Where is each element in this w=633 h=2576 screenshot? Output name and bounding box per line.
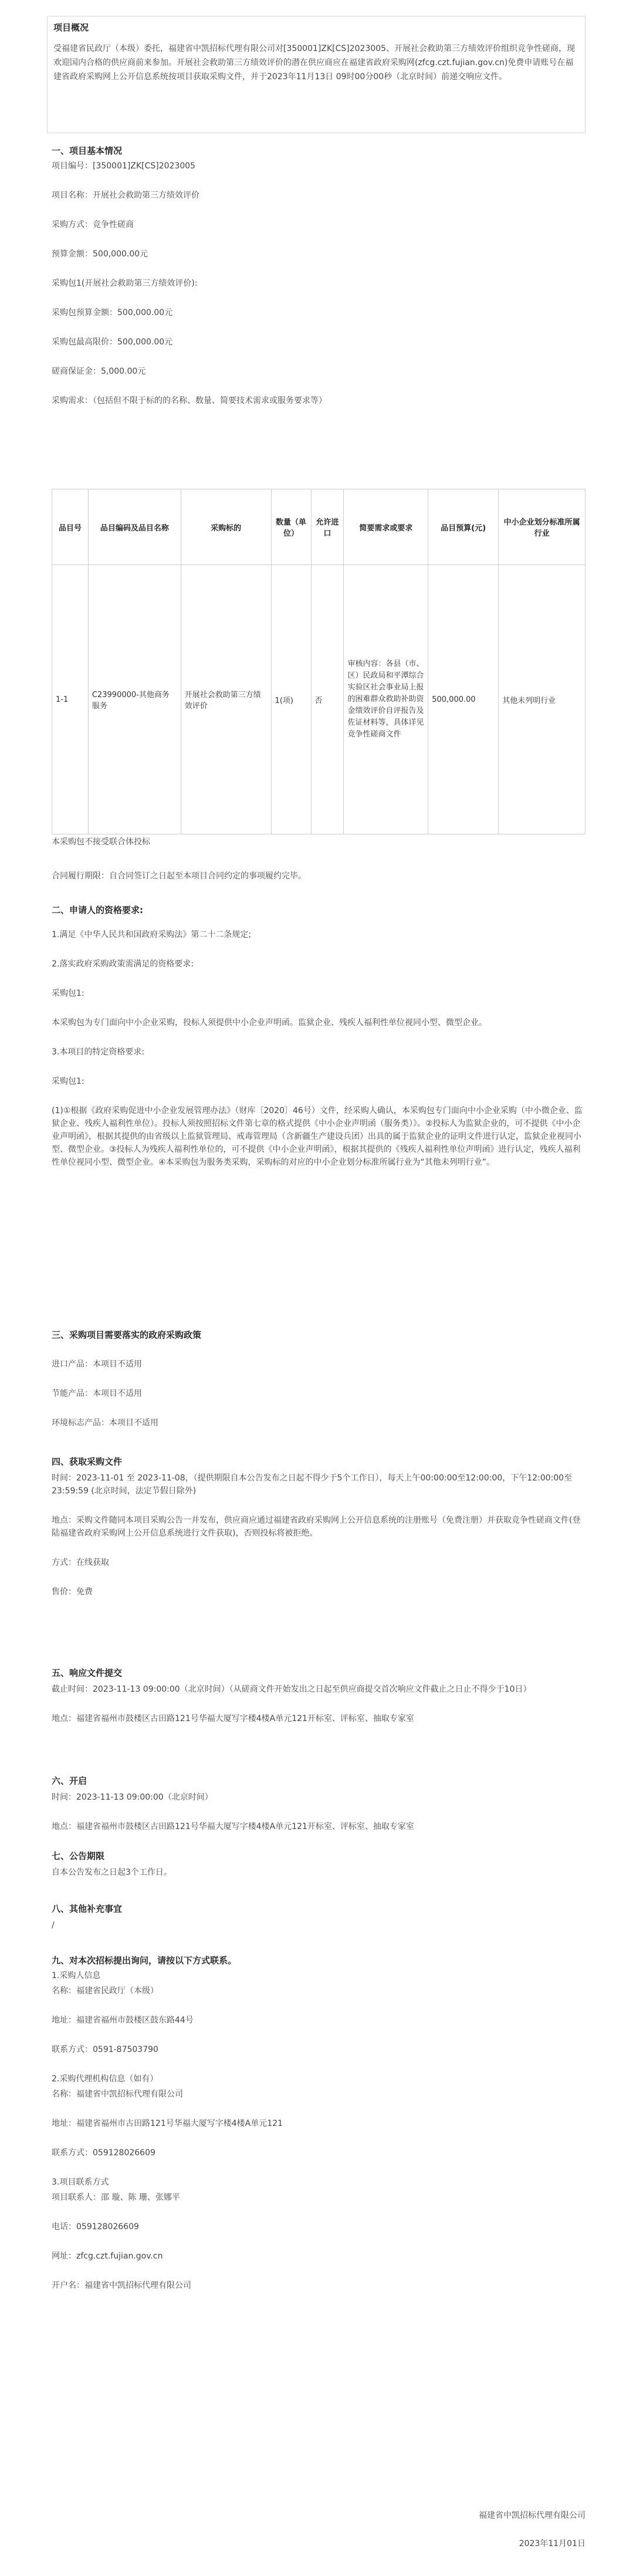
specific-requirements: (1)①根据《政府采购促进中小企业发展管理办法》（财库〔2020〕46号）文件，经采购人确认，本采购包专门面向中小企业采购（中小微企业、监狱企业、残疾人福利性单位）。投标人须按照招标文件第七章的格式提供《中小企业声明函（服务类）》。②投标人为监狱企业的，可不提供《中小企业声明函》，根据其提供的由省级以上监狱管理局、戒毒管理局（含新疆生产建设兵团）出具的属于监狱企业的证明文件进行认定，监狱企业视同小型、微型企业。③投标人为残疾人福利性单位的，可不提供《中小企业声明函》，根据其提供的《残疾人福利性单位声明函》进行认定，残疾人福利性单位视同小型、微型企业。④本采购包为服务类采购，采购标的对应的中小企业划分标准所属行业为“其他未列明行业”。 <box>52 1106 583 1167</box>
import-products: 进口产品：本项目不适用 <box>52 1360 142 1369</box>
submission-place: 地点：福建省福州市鼓楼区古田路121号华福大厦写字楼4楼A单元121开标室、评标室、抽取专家室 <box>52 1714 414 1723</box>
contact-phone: 电话：059128026609 <box>52 2222 139 2232</box>
obtain-time: 时间：2023-11-01 至 2023-11-08，（提供期限自本公告发布之日起不得少于5个工作日），每天上午00:00:00至12:00:00，下午12:00:00至23:59:59 (北京时间，法定节假日除外) <box>52 1473 573 1496</box>
section7-heading: 七、公告期限 <box>52 1851 105 1861</box>
package-label-2: 采购包1: <box>52 1077 84 1086</box>
section3-heading: 三、采购项目需要落实的政府采购政策 <box>52 1330 202 1340</box>
table-cell: 审核内容：各县（市、区）民政局和平潭综合实验区社会事业局上报的困难群众救助补助资金绩效评价自评报告及佐证材料等，具体详见竞争性磋商文件 <box>344 565 428 834</box>
footer-signature <box>52 2509 585 2550</box>
contact-title: 3.项目联系方式 <box>52 2178 109 2187</box>
qualification-2: 2.落实政府采购政策需满足的资格要求: <box>52 959 194 969</box>
table-header: 品目预算(元) <box>428 489 499 565</box>
opening-place: 地点：福建省福州市鼓楼区古田路121号华福大厦写字楼4楼A单元121开标室、评标室、抽取专家室 <box>52 1822 414 1831</box>
budget-amount: 预算金额：500,000.00元 <box>52 249 148 259</box>
table-cell: 1-1 <box>52 565 89 834</box>
package-budget: 采购包预算金额：500,000.00元 <box>52 308 173 317</box>
package-title: 采购包1(开展社会救助第三方绩效评价): <box>52 279 198 288</box>
table-cell: 其他未列明行业 <box>499 565 585 834</box>
items-table <box>52 489 585 834</box>
obtain-price: 售价：免费 <box>52 1587 93 1597</box>
package-max-price: 采购包最高限价：500,000.00元 <box>52 337 173 347</box>
procurement-demand: 采购需求：（包括但不限于标的的名称、数量、简要技术需求或服务要求等） <box>52 396 327 405</box>
buyer-address: 地址：福建省福州市鼓楼区鼓东路44号 <box>52 2016 194 2025</box>
section-obtain-documents <box>52 1455 585 1598</box>
section6-heading: 六、开启 <box>52 1776 87 1786</box>
table-cell: C23990000-其他商务服务 <box>88 565 181 834</box>
agent-title: 2.采购代理机构信息（如有） <box>52 2074 158 2084</box>
table-cell: 否 <box>311 565 344 834</box>
submission-deadline: 截止时间：2023-11-13 09:00:00（北京时间）（从磋商文件开始发出之日起至供应商提交首次响应文件截止之日止不得少于10日） <box>52 1685 532 1694</box>
agent-name: 名称：福建省中凯招标代理有限公司 <box>52 2090 183 2099</box>
agent-phone: 联系方式：059128026609 <box>52 2148 155 2158</box>
notice-period-text: 自本公告发布之日起3个工作日。 <box>52 1868 172 1877</box>
section4-heading: 四、获取采购文件 <box>52 1456 123 1467</box>
contract-period: 合同履行期限：自合同签订之日起至本项目合同约定的事项履约完毕。 <box>52 871 306 881</box>
qualification-1: 1.满足《中华人民共和国政府采购法》第二十二条规定; <box>52 930 252 939</box>
deposit: 磋商保证金：5,000.00元 <box>52 367 146 376</box>
footer-org: 福建省中凯招标代理有限公司 <box>479 2511 585 2520</box>
contact-people: 项目联系人：邵 璇、陈 珊、张娜平 <box>52 2193 180 2202</box>
table-cell: 开展社会救助第三方绩效评价 <box>181 565 271 834</box>
section-opening <box>52 1774 585 1833</box>
footer-date: 2023年11月01日 <box>519 2539 585 2548</box>
section-other-matters <box>52 1902 585 1932</box>
energy-products: 节能产品：本项目不适用 <box>52 1389 142 1398</box>
section-basic-info <box>52 144 585 407</box>
buyer-phone: 联系方式：0591-87503790 <box>52 2045 158 2054</box>
section-contacts <box>52 1954 585 2292</box>
section-qualifications <box>52 904 585 1169</box>
table-cell: 500,000.00 <box>428 565 499 834</box>
table-header: 品目号 <box>52 489 89 565</box>
environment-products: 环境标志产品：本项目不适用 <box>52 1418 158 1428</box>
overview-title: 项目概况 <box>53 22 89 33</box>
account-name: 开户名：福建省中凯招标代理有限公司 <box>52 2281 191 2290</box>
section-policies <box>52 1328 585 1429</box>
table-header: 中小企业划分标准所属行业 <box>499 489 585 565</box>
section9-heading: 九、对本次招标提出询问，请按以下方式联系。 <box>52 1955 237 1966</box>
opening-time: 时间：2023-11-13 09:00:00（北京时间） <box>52 1793 213 1802</box>
table-header: 简要需求或要求 <box>344 489 428 565</box>
section-submission <box>52 1666 585 1725</box>
table-header: 采购标的 <box>181 489 271 565</box>
procurement-method: 采购方式：竞争性磋商 <box>52 220 134 229</box>
section1-heading: 一、项目基本情况 <box>52 146 123 156</box>
table-header: 品目编码及品目名称 <box>88 489 181 565</box>
project-number: 项目编号：[350001]ZK[CS]2023005 <box>52 161 196 171</box>
section5-heading: 五、响应文件提交 <box>52 1668 123 1678</box>
section2-heading: 二、申请人的资格要求: <box>52 905 143 915</box>
qualification-3: 3.本项目的特定资格要求: <box>52 1047 145 1057</box>
table-cell: 1(项) <box>271 565 311 834</box>
package-label: 采购包1: <box>52 989 84 998</box>
table-header: 数量（单位） <box>271 489 311 565</box>
agent-address: 地址：福建省福州市古田路121号华福大厦写字楼4楼A单元121 <box>52 2119 283 2128</box>
section8-heading: 八、其他补充事宜 <box>52 1904 123 1914</box>
table-header: 允许进口 <box>311 489 344 565</box>
project-name: 项目名称：开展社会救助第三方绩效评价 <box>52 191 199 200</box>
obtain-way: 方式：在线获取 <box>52 1558 109 1567</box>
no-consortium-note: 本采购包不接受联合体投标 <box>52 837 150 847</box>
section-notice-period <box>52 1850 585 1879</box>
other-matters-text: / <box>52 1921 55 1930</box>
after-table-notes <box>52 836 585 883</box>
overview-body: 受福建省民政厅（本级）委托，福建省中凯招标代理有限公司对[350001]ZK[CS]2023005、开展社会救助第三方绩效评价组织竞争性磋商，现欢迎国内合格的供应商前来参加。开展社会救助第三方绩效评价的潜在供应商应在福建省政府采购网(zfcg.czt.fujian.gov.cn)免费申请账号在福建省政府采购网上公开信息系统按项目获取采购文件，并于2023年11月13日 09时00分00秒（北京时间）前递交响应文件。 <box>53 44 576 82</box>
buyer-title: 1.采购人信息 <box>52 1971 101 1980</box>
table-header-row <box>52 489 585 565</box>
buyer-name: 名称：福建省民政厅（本级） <box>52 1986 158 1996</box>
sme-requirement: 本采购包为专门面向中小企业采购，投标人须提供中小企业声明函。监狱企业、残疾人福利性单位视同小型、微型企业。 <box>52 1018 487 1027</box>
obtain-place: 地点：采购文件随同本项目采购公告一并发布，供应商应通过福建省政府采购网上公开信息系统的注册账号（免费注册）并获取竞争性磋商文件(登陆福建省政府采购网上公开信息系统进行文件获取)，否则投标将被拒绝。 <box>52 1516 581 1538</box>
website: 网址：zfcg.czt.fujian.gov.cn <box>52 2252 163 2261</box>
project-overview-box <box>47 16 585 133</box>
table-row <box>52 565 585 834</box>
